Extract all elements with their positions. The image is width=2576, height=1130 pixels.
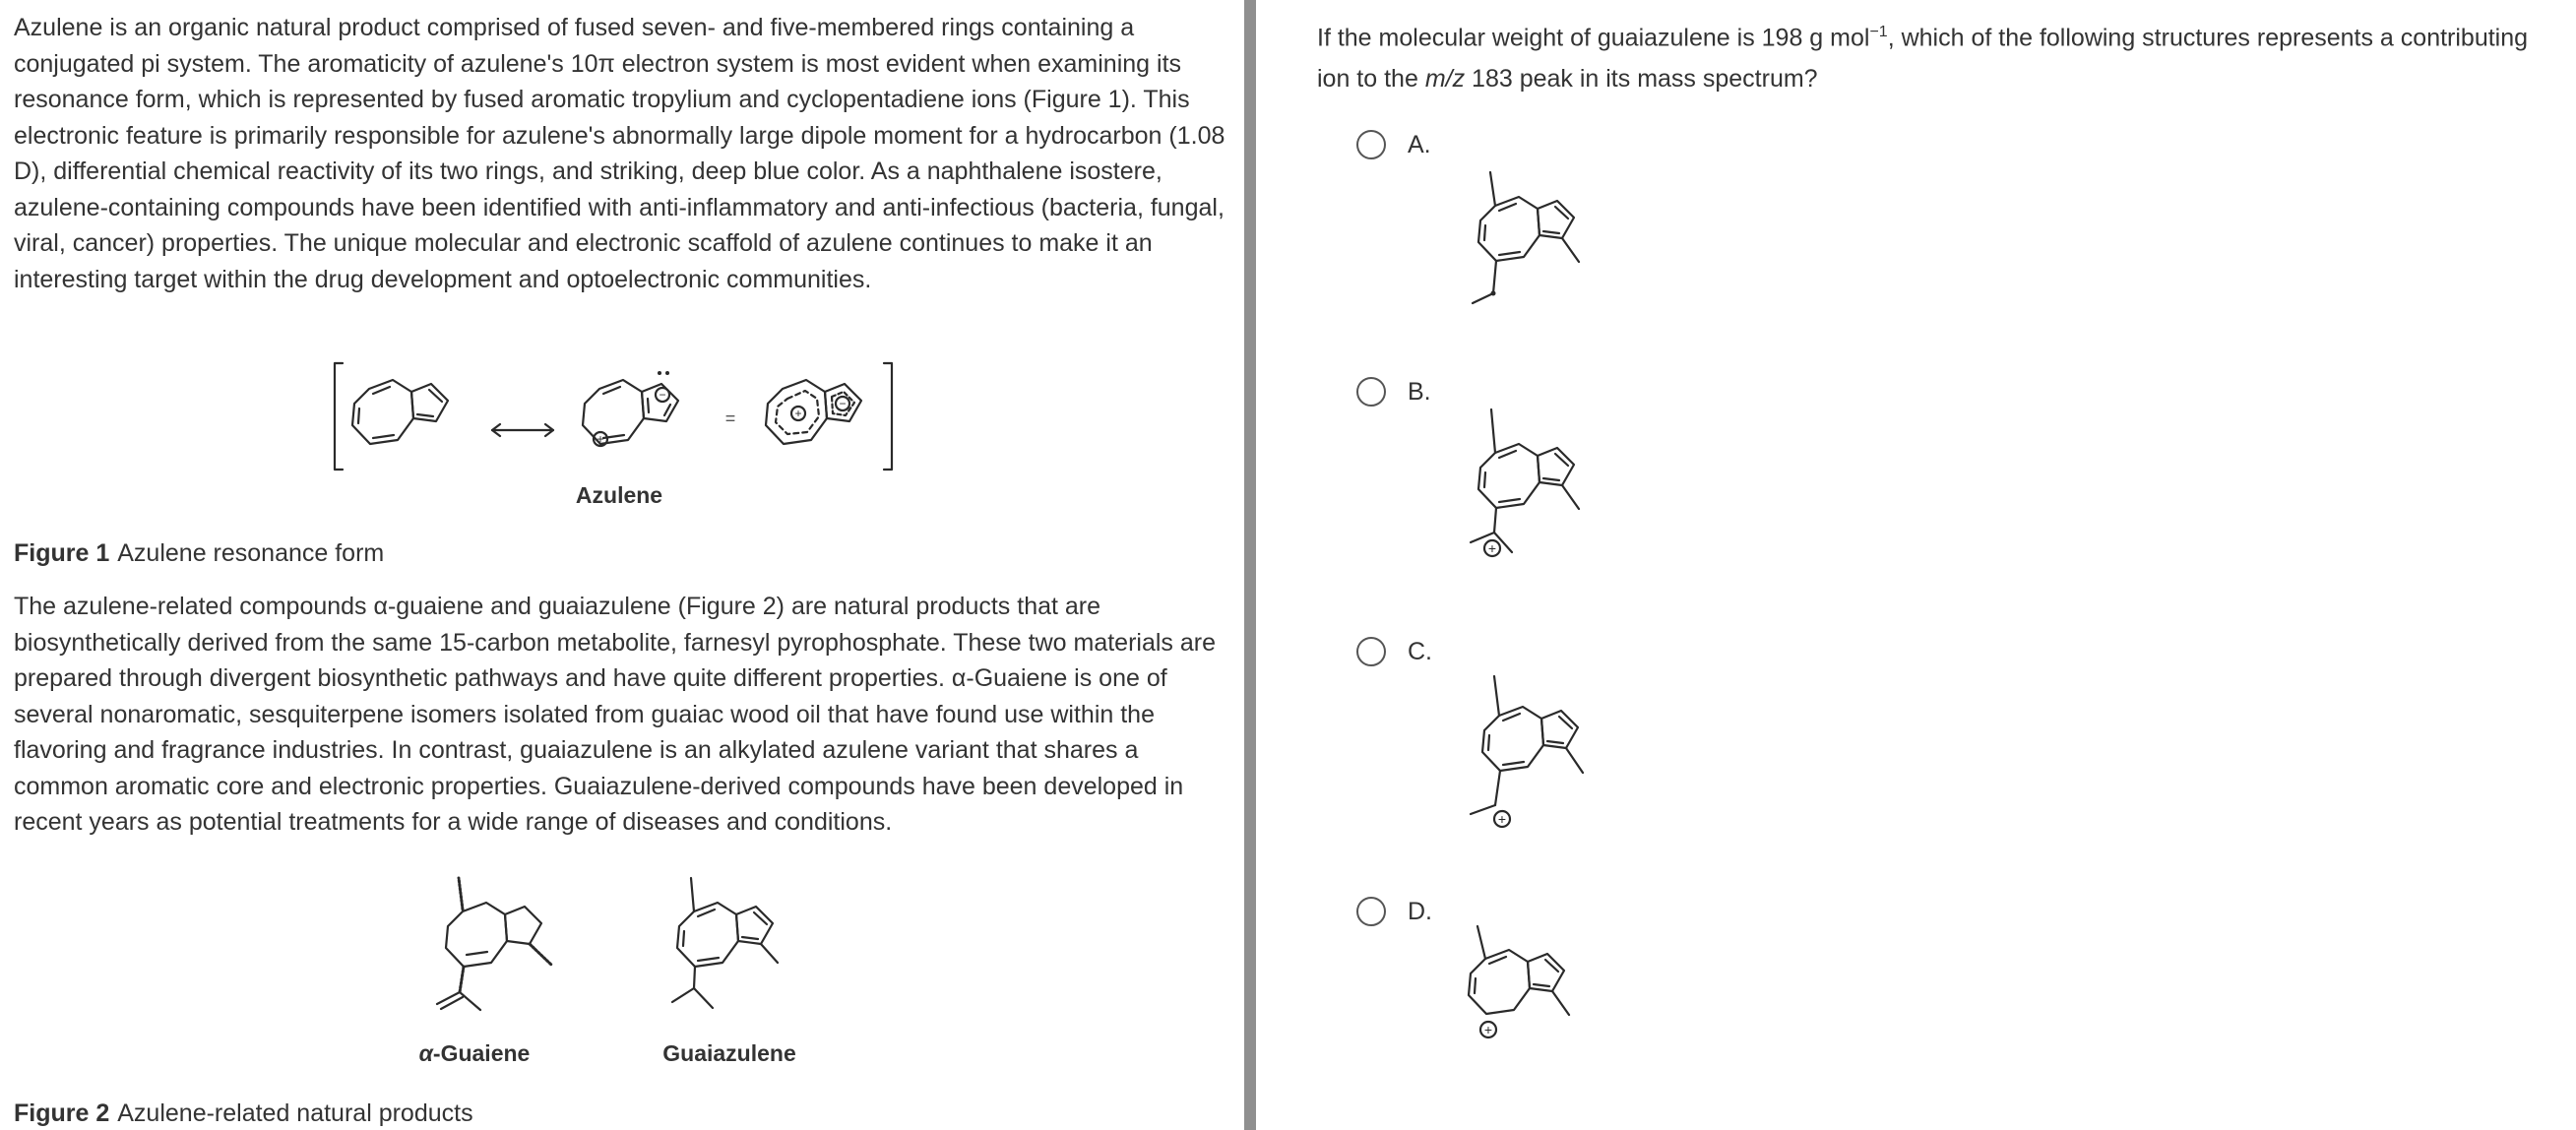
answer-option-b-structure bbox=[1455, 385, 1642, 611]
question-stem bbox=[1317, 12, 2567, 99]
answer-option-a-radio[interactable] bbox=[1356, 130, 1386, 159]
question-text-part-1: If the molecular weight of guaiazulene is 198 g mol bbox=[1317, 24, 1870, 52]
figure-2-label-guaiene-name: -Guaiene bbox=[432, 1040, 531, 1066]
answer-option-c-charge: + bbox=[1497, 811, 1507, 827]
question-mz: m/z bbox=[1424, 65, 1466, 94]
answer-option-d-radio[interactable] bbox=[1356, 897, 1386, 926]
answer-option-d-structure bbox=[1455, 905, 1642, 1092]
passage-paragraph-1: Azulene is an organic natural product comprised of fused seven- and five-membered rings containing a conjugated pi system. The aromaticity of azulene's 10π electron system is most evident when examining its resonance form, which is represented by fused aromatic tropylium and cyclopentadiene ions (Figure 1). This electronic feature is primarily responsible for azulene's abnormally large dipole moment for a hydrocarbon (1.08 D), differential chemical reactivity of its two rings, and striking, deep blue color. As a naphthalene isostere, azulene-containing compounds have been identified with anti-inflammatory and anti-infectious (bacteria, fungal, viral, cancer) properties. The unique molecular and electronic scaffold of azulene continues to make it an interesting target within the drug development and optoelectronic communities. bbox=[14, 14, 1225, 293]
answer-option-b-charge: + bbox=[1487, 540, 1497, 556]
figure-1-label: Azulene bbox=[575, 482, 663, 508]
answer-option-d-label: D. bbox=[1408, 898, 1432, 925]
figure-2-natural-products bbox=[413, 866, 827, 1078]
figure-2-label-guaiene-alpha: α bbox=[418, 1040, 433, 1066]
figure-2-caption-number: Figure 2 bbox=[14, 1099, 110, 1127]
passage-paragraph-2: The azulene-related compounds α-guaiene and guaiazulene (Figure 2) are natural products that are biosynthetically derived from the same 15-carbon metabolite, farnesyl pyrophosphate. These two materials are prepared through divergent biosynthetic pathways and have quite different properties. α-Guaiene is one of several nonaromatic, sesquiterpene isomers isolated from guaiac wood oil that have found use within the flavoring and fragrance industries. In contrast, guaiazulene is an alkylated azulene variant that shares a common aromatic core and electronic properties. Guaiazulene-derived compounds have been developed in recent years as potential treatments for a wide range of diseases and conditions. bbox=[14, 593, 1216, 836]
passage-pane bbox=[0, 0, 1242, 1130]
figure-1-resonance bbox=[325, 349, 935, 517]
figure-1-caption bbox=[14, 538, 384, 568]
pane-divider[interactable] bbox=[1244, 0, 1256, 1130]
figure-1-caption-text: Azulene resonance form bbox=[117, 539, 385, 567]
figure-2-caption bbox=[14, 1099, 473, 1128]
figure-2-label-guaiazulene: Guaiazulene bbox=[662, 1040, 796, 1066]
answer-option-c-radio[interactable] bbox=[1356, 637, 1386, 666]
answer-option-a-structure bbox=[1455, 138, 1642, 354]
answer-option-d-charge: + bbox=[1483, 1022, 1493, 1037]
answer-option-c-label: C. bbox=[1408, 638, 1432, 665]
figure-2-caption-text: Azulene-related natural products bbox=[117, 1099, 473, 1127]
answer-option-b-radio[interactable] bbox=[1356, 377, 1386, 407]
figure-1-caption-number: Figure 1 bbox=[14, 539, 110, 567]
answer-option-c-structure bbox=[1455, 645, 1642, 871]
question-superscript: −1 bbox=[1869, 24, 1888, 40]
minus-charge: − bbox=[659, 388, 666, 402]
plus-charge: + bbox=[597, 432, 604, 446]
plus-charge: + bbox=[794, 407, 802, 420]
answer-option-b-label: B. bbox=[1408, 378, 1431, 406]
figure-2-label-guaiene bbox=[419, 1040, 531, 1066]
question-text-part-2: , which of the following structures represents a contributing ion to the bbox=[1317, 24, 2529, 94]
answer-option-a-label: A. bbox=[1408, 131, 1431, 158]
question-text-part-3: 183 peak in its mass spectrum? bbox=[1465, 65, 1818, 94]
question-pane bbox=[1268, 0, 2576, 1130]
equals-sign: = bbox=[724, 408, 736, 428]
minus-charge: − bbox=[839, 397, 847, 410]
